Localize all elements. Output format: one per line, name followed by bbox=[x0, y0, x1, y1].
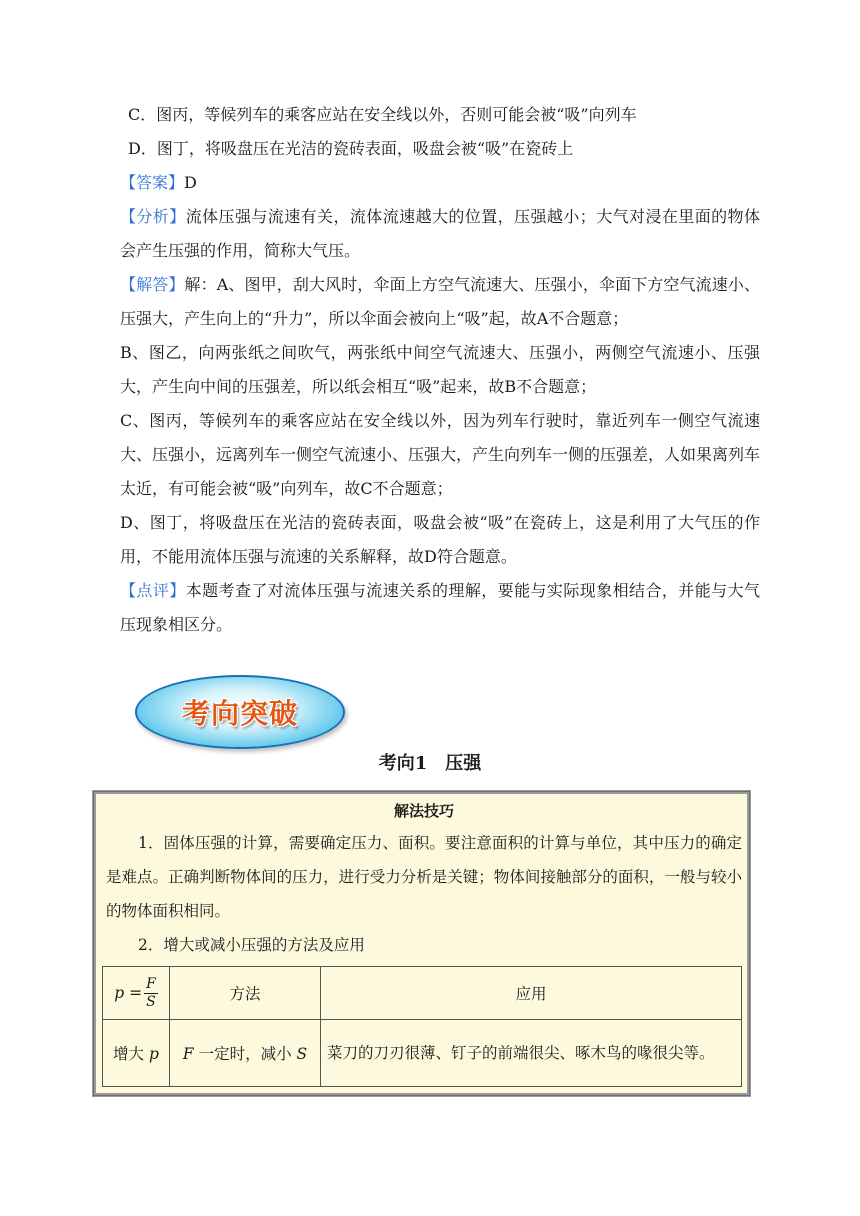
formula-denominator: S bbox=[146, 993, 156, 1010]
row-application: 菜刀的刀刃很薄、钉子的前端很尖、啄木鸟的喙很尖等。 bbox=[321, 1020, 742, 1087]
analysis-text: 流体压强与流速有关，流体流速越大的位置，压强越小；大气对浸在里面的物体会产生压强的作用，简称大气压。 bbox=[120, 207, 760, 260]
row-label-text: 增大 bbox=[113, 1045, 145, 1063]
answer-value: D bbox=[184, 173, 197, 192]
answer-line bbox=[120, 166, 760, 200]
table-row bbox=[103, 1020, 742, 1087]
document-body bbox=[120, 98, 760, 642]
analysis-paragraph bbox=[120, 200, 760, 268]
row-method-var2: S bbox=[296, 1045, 308, 1063]
formula-numerator: F bbox=[146, 975, 156, 992]
row-label-var: p bbox=[149, 1045, 159, 1063]
solution-tag: 【解答】 bbox=[120, 275, 185, 294]
solution-b-text: B、图乙，向两张纸之间吹气，两张纸中间空气流速大、压强小，两侧空气流速小、压强大，产生向中间的压强差，所以纸会相互“吸”起来，故B不合题意； bbox=[120, 343, 760, 396]
tips-paragraph-1: 1．固体压强的计算，需要确定压力、面积。要注意面积的计算与单位，其中压力的确定是难点。正确判断物体间的压力，进行受力分析是关键；物体间接触部分的面积，一般与较小的物体面积相同。 bbox=[106, 834, 742, 920]
comment-paragraph bbox=[120, 574, 760, 642]
formula-cell bbox=[103, 967, 170, 1020]
tips-box bbox=[92, 790, 751, 1097]
banner-text: 考向突破 bbox=[181, 697, 298, 730]
header-application: 应用 bbox=[321, 967, 742, 1020]
row-label bbox=[103, 1020, 170, 1087]
option-c: C．图丙，等候列车的乘客应站在安全线以外，否则可能会被“吸”向列车 bbox=[128, 105, 637, 124]
pressure-methods-table bbox=[102, 966, 742, 1087]
row-method-var: F bbox=[182, 1045, 194, 1063]
solution-a-text: 解：A、图甲，刮大风时，伞面上方空气流速大、压强小，伞面下方空气流速小、压强大，产生向上的“升力”，所以伞面会被向上“吸”起，故A不合题意； bbox=[120, 275, 760, 328]
analysis-tag: 【分析】 bbox=[120, 207, 186, 226]
tips-paragraph-2: 2．增大或减小压强的方法及应用 bbox=[138, 936, 365, 954]
header-method: 方法 bbox=[170, 967, 321, 1020]
solution-c-text: C、图丙，等候列车的乘客应站在安全线以外，因为列车行驶时，靠近列车一侧空气流速大、压强小，远离列车一侧空气流速小、压强大，产生向列车一侧的压强差，人如果离列车太近，有可能会被“吸”向列车，故C不合题意； bbox=[120, 411, 761, 498]
tips-box-title: 解法技巧 bbox=[393, 802, 454, 820]
formula-fraction bbox=[144, 976, 158, 1011]
comment-tag: 【点评】 bbox=[120, 581, 186, 600]
section-title: 考向1 压强 bbox=[378, 753, 482, 774]
answer-tag: 【答案】 bbox=[120, 173, 185, 192]
section-banner bbox=[135, 675, 345, 749]
row-method bbox=[170, 1020, 321, 1087]
solution-paragraph bbox=[120, 268, 760, 336]
row-method-text: 一定时，减小 bbox=[198, 1045, 292, 1063]
pressure-formula bbox=[114, 976, 158, 1011]
table-header-row bbox=[103, 967, 742, 1020]
option-d: D．图丁，将吸盘压在光洁的瓷砖表面，吸盘会被“吸”在瓷砖上 bbox=[128, 139, 574, 158]
comment-text: 本题考查了对流体压强与流速关系的理解，要能与实际现象相结合，并能与大气压现象相区分。 bbox=[120, 581, 760, 634]
tips-box-content bbox=[106, 798, 742, 962]
solution-d-text: D、图丁，将吸盘压在光洁的瓷砖表面，吸盘会被“吸”在瓷砖上，这是利用了大气压的作用，不能用流体压强与流速的关系解释，故D符合题意。 bbox=[120, 513, 760, 566]
formula-lhs: p = bbox=[114, 984, 143, 1002]
